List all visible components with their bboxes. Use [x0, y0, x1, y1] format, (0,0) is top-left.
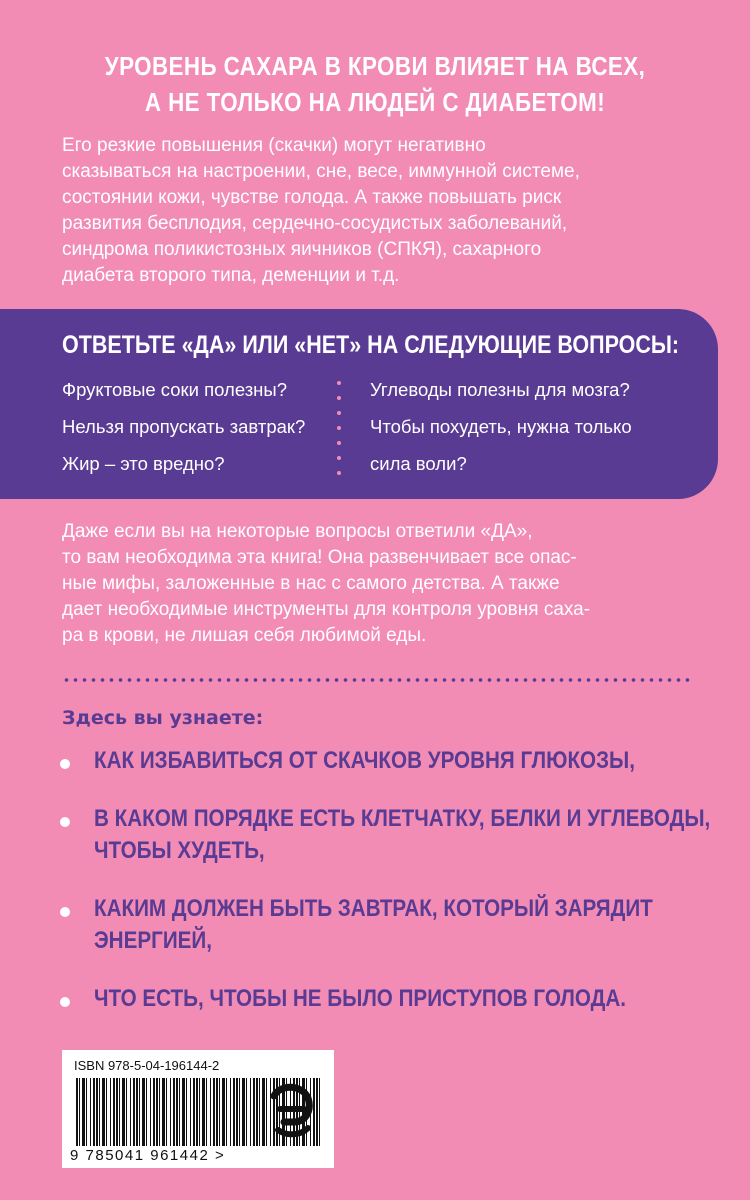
isbn-label: ISBN 978-5-04-196144-2 [74, 1058, 220, 1073]
intro-line: диабета второго типа, деменции и т.д. [62, 265, 400, 286]
intro-line: сказываться на настроении, сне, весе, иммунной системе, [62, 161, 580, 182]
quiz-question: Чтобы похудеть, нужна только [370, 416, 632, 437]
list-item-line: ЧТОБЫ ХУДЕТЬ, [94, 837, 265, 864]
headline-line-1: УРОВЕНЬ САХАРА В КРОВИ ВЛИЯЕТ НА ВСЕХ, [104, 51, 646, 81]
bullet-dot-icon [60, 817, 70, 827]
body-paragraph [62, 519, 702, 649]
quiz-question: сила воли? [370, 453, 467, 474]
bullet-dot-icon [60, 907, 70, 917]
barcode-digits: 9 785041 961442 > [70, 1147, 226, 1164]
list-item-line: КАКИМ ДОЛЖЕН БЫТЬ ЗАВТРАК, КОТОРЫЙ ЗАРЯДИТ [94, 895, 653, 922]
list-item-line: КАК ИЗБАВИТЬСЯ ОТ СКАЧКОВ УРОВНЯ ГЛЮКОЗЫ, [94, 747, 635, 774]
intro-line: синдрома поликистозных яичников (СПКЯ), сахарного [62, 239, 542, 260]
intro-line: развития бесплодия, сердечно-сосудистых заболеваний, [62, 213, 568, 234]
quiz-right-column [370, 377, 632, 488]
eksmo-logo-icon [268, 1082, 314, 1138]
quiz-question: Жир – это вредно? [62, 453, 225, 474]
list-item [60, 983, 720, 1015]
bullet-dot-icon [60, 759, 70, 769]
intro-line: состоянии кожи, чувстве голода. А также повышать риск [62, 187, 562, 208]
quiz-left-column [62, 377, 305, 488]
body-line: ные мифы, заложенные в нас с самого детства. А также [62, 573, 560, 594]
intro-paragraph [62, 133, 702, 289]
list-item-line: В КАКОМ ПОРЯДКЕ ЕСТЬ КЛЕТЧАТКУ, БЕЛКИ И УГЛЕВОДЫ, [94, 805, 711, 832]
dotted-divider [337, 381, 343, 475]
list-item [60, 745, 720, 777]
quiz-question: Нельзя пропускать завтрак? [62, 416, 306, 437]
headline [53, 48, 698, 120]
intro-line: Его резкие повышения (скачки) могут негативно [62, 135, 486, 156]
quiz-panel [0, 309, 718, 499]
learn-list [60, 745, 720, 1041]
quiz-question: Углеводы полезны для мозга? [370, 379, 630, 400]
list-item [60, 803, 720, 867]
list-item-line: ЭНЕРГИЕЙ, [94, 927, 212, 954]
body-line: Даже если вы на некоторые вопросы ответили «ДА», [62, 521, 533, 542]
learn-heading: Здесь вы узнаете: [62, 707, 264, 729]
body-line: дает необходимые инструменты для контроля уровня саха- [62, 599, 591, 620]
dotted-separator [62, 678, 692, 682]
bullet-dot-icon [60, 997, 70, 1007]
quiz-title: ОТВЕТЬТЕ «ДА» ИЛИ «НЕТ» НА СЛЕДУЮЩИЕ ВОПРОСЫ: [62, 331, 680, 359]
body-line: то вам необходима эта книга! Она развенчивает все опас- [62, 547, 577, 568]
list-item-line: ЧТО ЕСТЬ, ЧТОБЫ НЕ БЫЛО ПРИСТУПОВ ГОЛОДА. [94, 985, 626, 1012]
list-item [60, 893, 720, 957]
body-line: ра в крови, не лишая себя любимой еды. [62, 625, 427, 646]
headline-line-2: А НЕ ТОЛЬКО НА ЛЮДЕЙ С ДИАБЕТОМ! [144, 87, 606, 117]
quiz-question: Фруктовые соки полезны? [62, 379, 287, 400]
